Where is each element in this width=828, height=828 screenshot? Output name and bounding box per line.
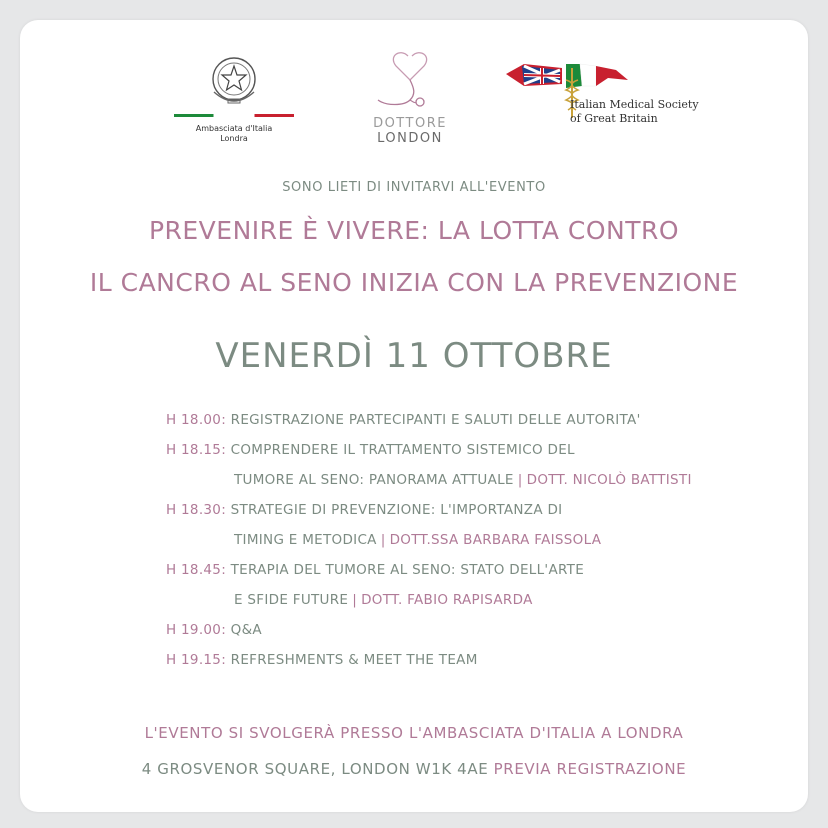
ims-line2: of Great Britain	[570, 112, 658, 125]
venue-address-line	[20, 760, 808, 778]
italian-flag-stripe	[174, 114, 294, 117]
dottore-london-logo	[340, 50, 480, 146]
ims-line1: Italian Medical Society	[570, 98, 699, 111]
event-title-line1: PREVENIRE È VIVERE: LA LOTTA CONTRO	[148, 216, 680, 245]
program-time: H 19.00:	[166, 622, 227, 638]
program-text: TERAPIA DEL TUMORE AL SENO: STATO DELL'ARTE	[230, 562, 585, 578]
program-time: H 18.45:	[166, 562, 227, 578]
program-item	[166, 562, 584, 578]
program-item-continued	[234, 472, 692, 488]
program-time: H 18.15:	[166, 442, 227, 458]
embassy-line1: Ambasciata d'Italia	[195, 124, 273, 133]
dottore-london-wordmark	[340, 116, 480, 146]
embassy-logo	[172, 52, 296, 152]
invitation-card	[20, 20, 808, 812]
event-title-line2: IL CANCRO AL SENO INIZIA CON LA PREVENZIONE	[89, 268, 739, 297]
program-item	[166, 412, 641, 428]
separator: |	[517, 472, 523, 488]
embassy-line2: Londra	[220, 134, 248, 143]
program-item-continued	[234, 532, 601, 548]
program-item-continued	[234, 592, 533, 608]
separator: |	[352, 592, 358, 608]
program-speaker: DOTT. NICOLÒ BATTISTI	[526, 472, 692, 488]
program-text: TUMORE AL SENO: PANORAMA ATTUALE	[234, 472, 514, 488]
italian-emblem-icon	[204, 52, 264, 110]
program-time: H 18.00:	[166, 412, 227, 428]
program-text: REGISTRAZIONE PARTECIPANTI E SALUTI DELLE AUTORITA'	[230, 412, 641, 428]
program-item	[166, 502, 562, 518]
program-text: STRATEGIE DI PREVENZIONE: L'IMPORTANZA DI	[230, 502, 563, 518]
program-time: H 19.15:	[166, 652, 227, 668]
london-word: LONDON	[377, 131, 443, 146]
separator: |	[380, 532, 386, 548]
program-time: H 18.30:	[166, 502, 227, 518]
program-item	[166, 622, 262, 638]
registration-note: PREVIA REGISTRAZIONE	[493, 760, 687, 778]
program-speaker: DOTT.SSA BARBARA FAISSOLA	[389, 532, 602, 548]
event-date: VENERDÌ 11 OTTOBRE	[215, 336, 613, 376]
stethoscope-heart-icon	[370, 50, 450, 112]
venue-line: L'EVENTO SI SVOLGERÀ PRESSO L'AMBASCIATA D'ITALIA A LONDRA	[144, 724, 684, 742]
dottore-word: DOTTORE	[373, 116, 447, 131]
ims-name	[570, 98, 720, 126]
program-text: COMPRENDERE IL TRATTAMENTO SISTEMICO DEL	[230, 442, 575, 458]
program-text: E SFIDE FUTURE	[234, 592, 349, 608]
invite-lead: SONO LIETI DI INVITARVI ALL'EVENTO	[282, 180, 546, 195]
logo-bar	[20, 20, 808, 160]
venue-address: 4 GROSVENOR SQUARE, LONDON W1K 4AE	[141, 760, 489, 778]
program-item	[166, 442, 575, 458]
program-speaker: DOTT. FABIO RAPISARDA	[361, 592, 533, 608]
ims-logo	[504, 60, 724, 140]
program-text: Q&A	[230, 622, 262, 638]
program-text: REFRESHMENTS & MEET THE TEAM	[230, 652, 478, 668]
embassy-name	[172, 124, 296, 144]
program-item	[166, 652, 478, 668]
program-text: TIMING E METODICA	[234, 532, 377, 548]
